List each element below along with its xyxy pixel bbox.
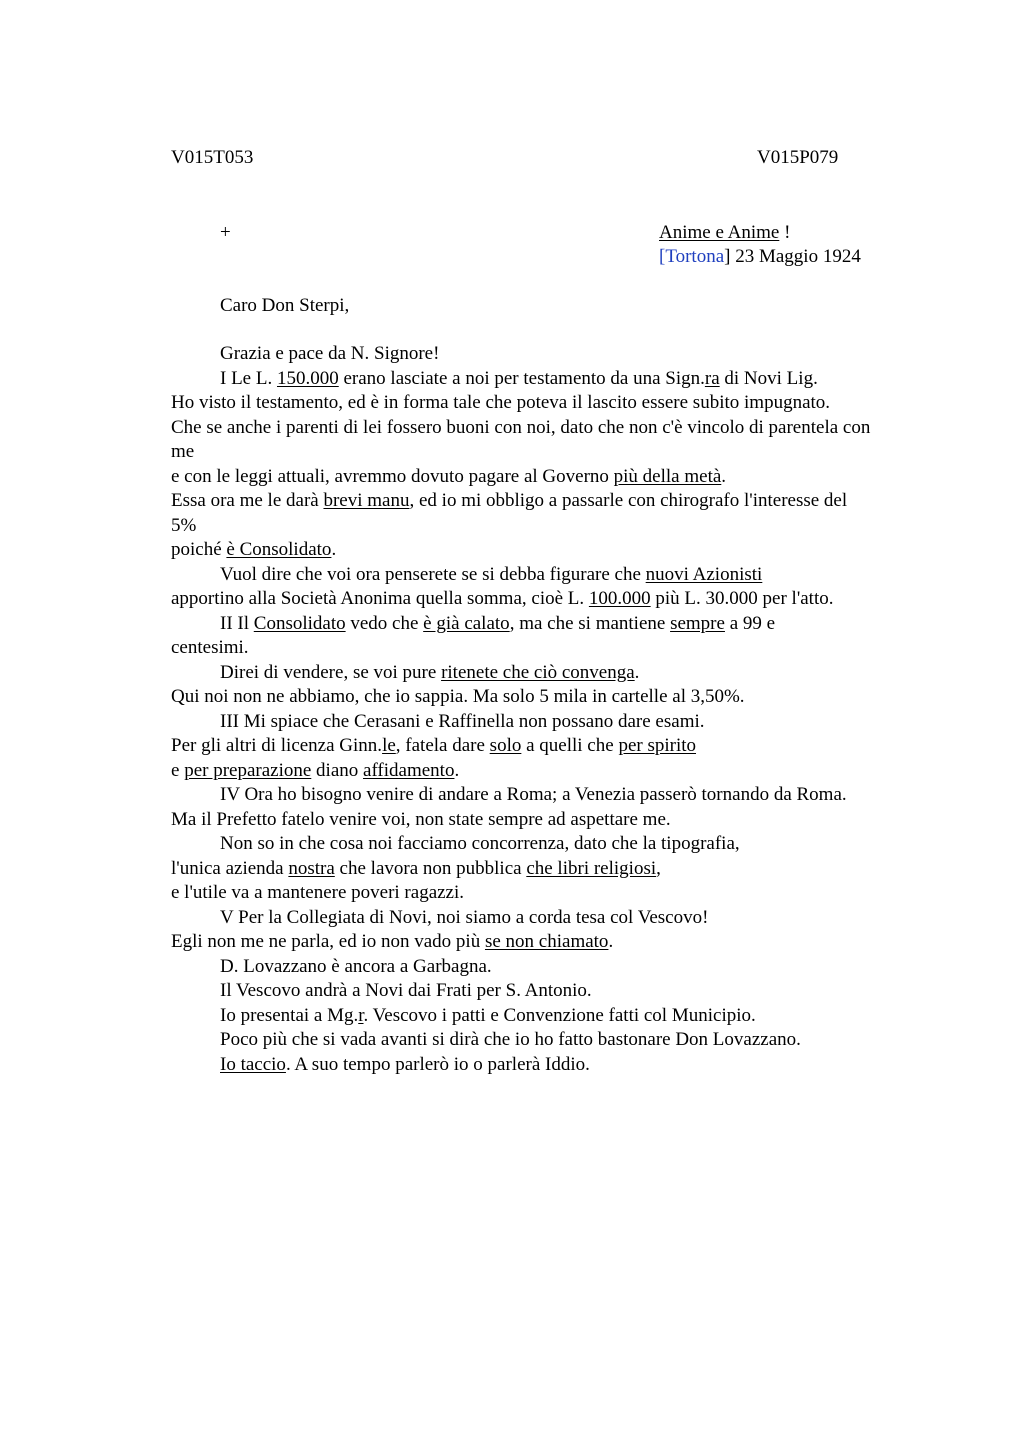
line-text: , fatela dare [395,735,490,756]
letter-line [171,783,951,808]
underlined-text: se non chiamato [484,931,609,952]
line-text: Per gli altri di licenza Ginn. [171,735,383,756]
letter-line [171,514,951,539]
line-text: più L. 30.000 per l'atto. [650,588,834,609]
line-text: . [608,931,614,952]
cross-symbol: + [220,222,231,243]
line-text: Che se anche i parenti di lei fossero buoni con noi, dato che non c'è vincolo di parentela con [171,416,871,438]
underlined-text: 150.000 [276,367,339,389]
line-text: V Per la Collegiata di Novi, noi siamo a corda tesa col Vescovo! [220,906,709,928]
line-text: a quelli che [521,735,619,756]
salutation: Caro Don Sterpi, [220,295,350,316]
letter-line [171,342,951,367]
line-text: Io presentai a Mg. [220,1004,359,1026]
line-text: , ed io mi obbligo a passarle con chirografo l'interesse del [409,490,848,511]
line-text: di Novi Lig. [719,367,818,389]
line-text: Essa ora me le darà [171,490,324,511]
line-text: III Mi spiace che Cerasani e Raffinella non possano dare esami. [220,710,705,732]
letter-line [171,759,951,784]
underlined-text: più della metà [613,465,722,487]
line-text: Non so in che cosa noi facciamo concorrenza, dato che la tipografia, [220,833,740,854]
line-text: l'unica azienda [171,857,289,879]
underlined-text: solo [489,735,522,756]
line-text: Egli non me ne parla, ed io non vado più [171,931,485,952]
line-text: , [656,857,661,879]
underlined-text: per preparazione [184,759,312,781]
underlined-text: le [382,735,396,756]
underlined-text: Consolidato [253,612,346,634]
line-text: vedo che [345,612,424,634]
line-text: Vuol dire che voi ora penserete se si debba figurare che [220,563,646,585]
underlined-text: per spirito [618,735,697,756]
line-text: e l'utile va a mantenere poveri ragazzi. [171,882,465,903]
underlined-text: sempre [670,612,725,634]
line-text: . [634,661,640,683]
underlined-text: 100.000 [588,588,651,609]
underlined-text: è già calato [423,612,510,634]
place-date-line [659,245,861,269]
underlined-text: nostra [288,857,335,879]
line-text: Qui noi non ne abbiamo, che io sappia. Ma solo 5 mila in cartelle al 3,50%. [171,686,745,707]
letter-line [171,587,951,612]
letter-line [171,661,951,686]
line-text: , ma che si mantiene [509,612,671,634]
letter-line [171,685,951,710]
line-text: Poco più che si vada avanti si dirà che io ho fatto bastonare Don Lovazzano. [220,1029,801,1050]
document-code-right: V015P079 [757,147,839,168]
letter-line [171,857,951,882]
letter-line [171,1053,951,1078]
line-text: Grazia e pace da N. Signore! [220,343,440,364]
line-text: Ho visto il testamento, ed è in forma tale che poteva il lascito essere subito impugnato. [171,392,831,413]
letter-line [171,538,951,563]
line-text: . [331,539,337,560]
line-text: apportino alla Società Anonima quella somma, cioè L. [171,588,589,609]
letter-line [171,808,951,833]
line-text: che lavora non pubblica [334,857,527,879]
line-text: e con le leggi attuali, avremmo dovuto pagare al Governo [171,465,614,487]
place-bracket-open: [ [659,246,666,267]
line-text: . [454,759,460,781]
underlined-text: r [358,1004,364,1026]
underlined-text: nuovi Azionisti [645,563,763,585]
letter-line [171,710,951,735]
letter-line [171,391,951,416]
letter-line [171,636,951,661]
letter-line [171,930,951,955]
letter-line [171,906,951,931]
line-text: . A suo tempo parlerò io o parlerà Iddio. [285,1053,590,1075]
underlined-text: brevi manu [323,490,410,511]
letter-line [171,367,951,392]
line-text: 5% [171,514,197,536]
letter-line [171,979,951,1004]
line-text: Direi di vendere, se voi pure [220,661,442,683]
line-text: poiché [171,539,227,560]
motto: Anime e Anime [659,222,780,243]
letter-line [171,440,951,465]
underlined-text: Io taccio [220,1053,286,1075]
line-text: e [171,759,185,781]
letter-line [171,955,951,980]
letter-line [171,881,951,906]
line-text: II Il [220,612,254,634]
line-text: a 99 e [724,612,776,634]
motto-line [659,221,790,245]
line-text: centesimi. [171,637,249,658]
line-text: erano lasciate a noi per testamento da una Sign. [338,367,705,389]
underlined-text: ra [704,367,720,389]
line-text: Il Vescovo andrà a Novi dai Frati per S. Antonio. [220,980,592,1001]
line-text: D. Lovazzano è ancora a Garbagna. [220,955,492,977]
letter-line [171,465,951,490]
line-text: Ma il Prefetto fatelo venire voi, non state sempre ad aspettare me. [171,808,671,830]
line-text: . [721,465,727,487]
document-code-left: V015T053 [171,147,254,168]
letter-line [171,1028,951,1053]
letter-line [171,612,951,637]
line-text: I Le L. [220,367,277,389]
letter-line [171,1004,951,1029]
line-text: . Vescovo i patti e Convenzione fatti col Municipio. [363,1004,756,1026]
letter-line [171,734,951,759]
underlined-text: che libri religiosi [526,857,657,879]
line-text: me [171,441,195,462]
underlined-text: affidamento [363,759,455,781]
underlined-text: è Consolidato [226,539,332,560]
letter-body [171,342,951,1077]
place-name: Tortona [665,246,725,267]
letter-line [171,489,951,514]
letter-date: 23 Maggio 1924 [730,246,861,267]
letter-line [171,563,951,588]
letter-line [171,832,951,857]
underlined-text: ritenete che ciò convenga [441,661,635,683]
line-text: diano [311,759,364,781]
letter-line [171,416,951,441]
motto-exclamation: ! [779,222,791,243]
place-bracket-close: ] [724,246,731,267]
line-text: IV Ora ho bisogno venire di andare a Roma; a Venezia passerò tornando da Roma. [220,784,847,805]
